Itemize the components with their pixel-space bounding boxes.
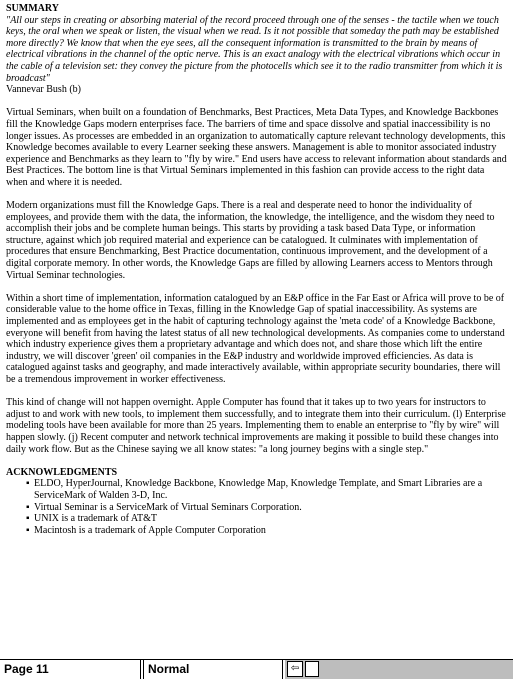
paragraph-implementation: Within a short time of implementation, information catalogued by an E&P office in the Far East or Africa will prove to be of considerable value to the home office in Texas, filling in the Knowledge Gap of spatial inaccessibility. As systems are implemented and as employees get in the habit of capturing technology against the 'meta code' of a Knowledge Backbone, everyone will benefit from having the latest status of all new technological developments. As companies come to understand which industry experience gives them a proprietary advantage and which does not, and share those which lift the entire industry, we will discover 'green' oil companies in the E&P industry and worldwide improved efficiencies. As data is catalogued against tasks and geography, and made interactively available, within appropriate security boundaries, there will be a tremendous improvement in worker effectiveness.	[6, 292, 505, 385]
bullet-icon: ▪	[26, 501, 30, 513]
list-item	[26, 525, 507, 537]
horizontal-scrollbar[interactable]	[285, 660, 513, 679]
scroll-thumb[interactable]	[305, 661, 319, 677]
page-number-indicator[interactable]: Page 11	[0, 660, 141, 679]
bullet-icon: ▪	[26, 513, 30, 525]
list-item	[26, 502, 507, 514]
list-item	[26, 513, 507, 525]
bullet-icon: ▪	[26, 524, 30, 536]
bullet-icon: ▪	[26, 478, 30, 490]
paragraph-knowledge-gaps: Modern organizations must fill the Knowledge Gaps. There is a real and desperate need to honor the individuality of employees, and provide them with the data, the information, the knowledge, the intelligence, and the wisdom they need to accomplish their jobs and be complete human beings. This starts by providing a task based Data Type, or information structure, against which job required material and experience can be catalogued. It culminates with implementation of procedures that ensure Benchmarking, Best Practice documentation, continuous improvement, and the development of a digital corporate memory. In other words, the Knowledge Gaps are filled by allowing Learners access to Mentors through Virtual Seminar technologies.	[6, 200, 495, 281]
bush-quote: "All our steps in creating or absorbing material of the record proceed through one of the senses - the tactile when we touch keys, the oral when we speak or listen, the visual when we read. Is it not possible that someday the path may be established more directly? We know that when the eye sees, all the consequent information is transmitted to the brain by means of electrical vibrations in the channel of the optic nerve. This is an exact analogy with the electrical vibrations which occur in the cable of a television set: they convey the picture from the photocells which see it to the radio transmitter from which it is broadcast"	[6, 14, 503, 84]
acknowledgments-heading: ACKNOWLEDGMENTS	[6, 466, 118, 478]
list-item	[26, 478, 507, 501]
summary-heading: SUMMARY	[6, 3, 59, 14]
paragraph-style-indicator[interactable]: Normal	[143, 660, 283, 679]
acknowledgment-text: Macintosh is a trademark of Apple Computer Corporation	[34, 524, 266, 536]
acknowledgment-text: ELDO, HyperJournal, Knowledge Backbone, Knowledge Map, Knowledge Template, and Smart Libraries are a ServiceMark of Walden 3-D, Inc.	[34, 478, 483, 501]
acknowledgments-list	[6, 478, 507, 536]
paragraph-change: This kind of change will not happen overnight. Apple Computer has found that it takes up to two years for instructors to adjust to and work with new tools, to implement them successfully, and to integrate them into their curriculum. (l) Enterprise modeling tools have been available for more than 25 years. Implementing them to enable an enterprise to "fly by wire" will happen slowly. (j) Recent computer and network technical improvements are making it possible to build these changes into daily work flow. But as the Chinese saying we all know states: "a long journey begins with a single step."	[6, 397, 506, 455]
acknowledgment-text: Virtual Seminar is a ServiceMark of Virtual Seminars Corporation.	[34, 501, 302, 513]
paragraph-virtual-seminars: Virtual Seminars, when built on a foundation of Benchmarks, Best Practices, Meta Data Types, and Knowledge Backbones fill the Knowledge Gaps modern enterprises face. The barriers of time and space dissolve and spatial inaccessibility is no longer issues. As processes are embedded in an organization to automatically capture relevant technology developments, this Knowledge becomes available to every Learner seeking these answers. Management is able to monitor associated industry experience and Benchmarks as they learn to "fly by wire." End users have access to relevant information about standards and Best Practices. The bottom line is that Virtual Seminars implemented in this fashion can provide access to the right data when and where it is needed.	[6, 107, 507, 188]
acknowledgment-text: UNIX is a trademark of AT&T	[34, 513, 158, 525]
status-bar	[0, 659, 513, 679]
scroll-left-arrow-icon[interactable]: ⇦	[287, 661, 303, 677]
quote-attribution: Vannevar Bush (b)	[6, 84, 81, 96]
